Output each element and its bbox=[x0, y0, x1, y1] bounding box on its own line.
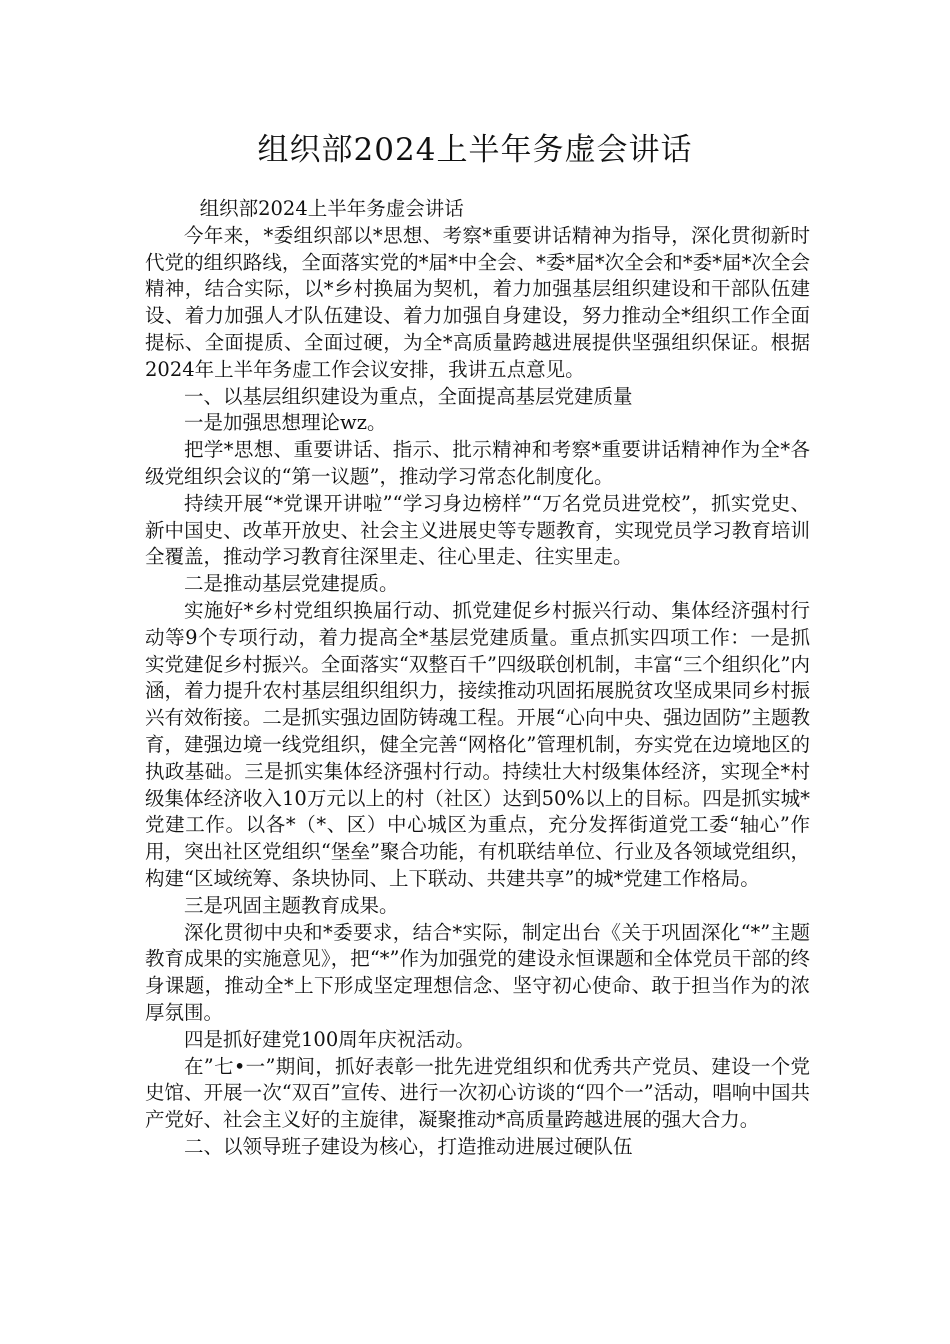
document-title: 组织部2024上半年务虚会讲话 bbox=[257, 132, 693, 168]
paragraph-grassroots: 实施好*乡村党组织换届行动、抓党建促乡村振兴行动、集体经济强村行动等9个专项行动，着力提高全*基层党建质量。重点抓实四项工作：一是抓实党建促乡村振兴。全面落实“双整百千”四级联创机制，丰富“三个组织化”内涵，着力提升农村基层组织组织力，接续推动巩固拓展脱贫攻坚成果同乡村振兴有效衔接。二是抓实强边固防铸魂工程。开展“心向中央、强边固防”主题教育，建强边境一线党组织，健全完善“网格化”管理机制，夯实党在边境地区的执政基础。三是抓实集体经济强村行动。持续壮大村级集体经济，实现全*村级集体经济收入10万元以上的村（社区）达到50%以上的目标。四是抓实城*党建工作。以各*（*、区）中心城区为重点，充分发挥街道党工委“轴心”作用，突出社区党组织“堡垒”聚合功能，有机联结单位、行业及各领域党组织，构建“区域统筹、条块协同、上下联动、共建共享”的城*党建工作格局。 bbox=[145, 598, 810, 890]
subheading-2: 二是推动基层党建提质。 bbox=[184, 572, 399, 596]
subtitle-paragraph: 组织部2024上半年务虚会讲话 bbox=[199, 197, 464, 220]
section-heading-2: 二、以领导班子建设为核心，打造推动进展过硬队伍 bbox=[184, 1134, 633, 1158]
intro-paragraph: 今年来，*委组织部以*思想、考察*重要讲话精神为指导，深化贯彻新时代党的组织路线，全面落实党的*届*中全会、*委*届*次全会和*委*届*次全会精神，结合实际，以*乡村换届为契机，着力加强基层组织建设和干部队伍建设、着力加强人才队伍建设、着力加强自身建设，努力推动全*组织工作全面提标、全面提质、全面过硬，为全*高质量跨越进展提供坚强组织保证。根据2024年上半年务虚工作会议安排，我讲五点意见。 bbox=[145, 223, 810, 381]
subheading-1: 一是加强思想理论wz。 bbox=[184, 411, 387, 435]
section-heading-1: 一、以基层组织建设为重点，全面提高基层党建质量 bbox=[184, 384, 633, 408]
subheading-3: 三是巩固主题教育成果。 bbox=[184, 893, 399, 917]
subheading-4: 四是抓好建党100周年庆祝活动。 bbox=[184, 1027, 475, 1051]
paragraph-theory-2: 持续开展“*党课开讲啦”“学习身边榜样”“万名党员进党校”，抓实党史、新中国史、改革开放史、社会主义进展史等专题教育，实现党员学习教育培训全覆盖，推动学习教育往深里走、往心里走、往实里走。 bbox=[145, 491, 810, 569]
paragraph-theme-education: 深化贯彻中央和*委要求，结合*实际，制定出台《关于巩固深化“*”主题教育成果的实施意见》，把“*”作为加强党的建设永恒课题和全体党员干部的终身课题，推动全*上下形成坚定理想信念、坚守初心使命、敢于担当作为的浓厚氛围。 bbox=[145, 920, 810, 1024]
paragraph-anniversary: 在”七•一”期间，抓好表彰一批先进党组织和优秀共产党员、建设一个党史馆、开展一次“双百”宣传、进行一次初心访谈的“四个一”活动，唱响中国共产党好、社会主义好的主旋律，凝聚推动*高质量跨越进展的强大合力。 bbox=[145, 1054, 810, 1132]
paragraph-theory-1: 把学*思想、重要讲话、指示、批示精神和考察*重要讲话精神作为全*各级党组织会议的“第一议题”，推动学习常态化制度化。 bbox=[145, 438, 810, 488]
document-body bbox=[145, 196, 810, 1161]
